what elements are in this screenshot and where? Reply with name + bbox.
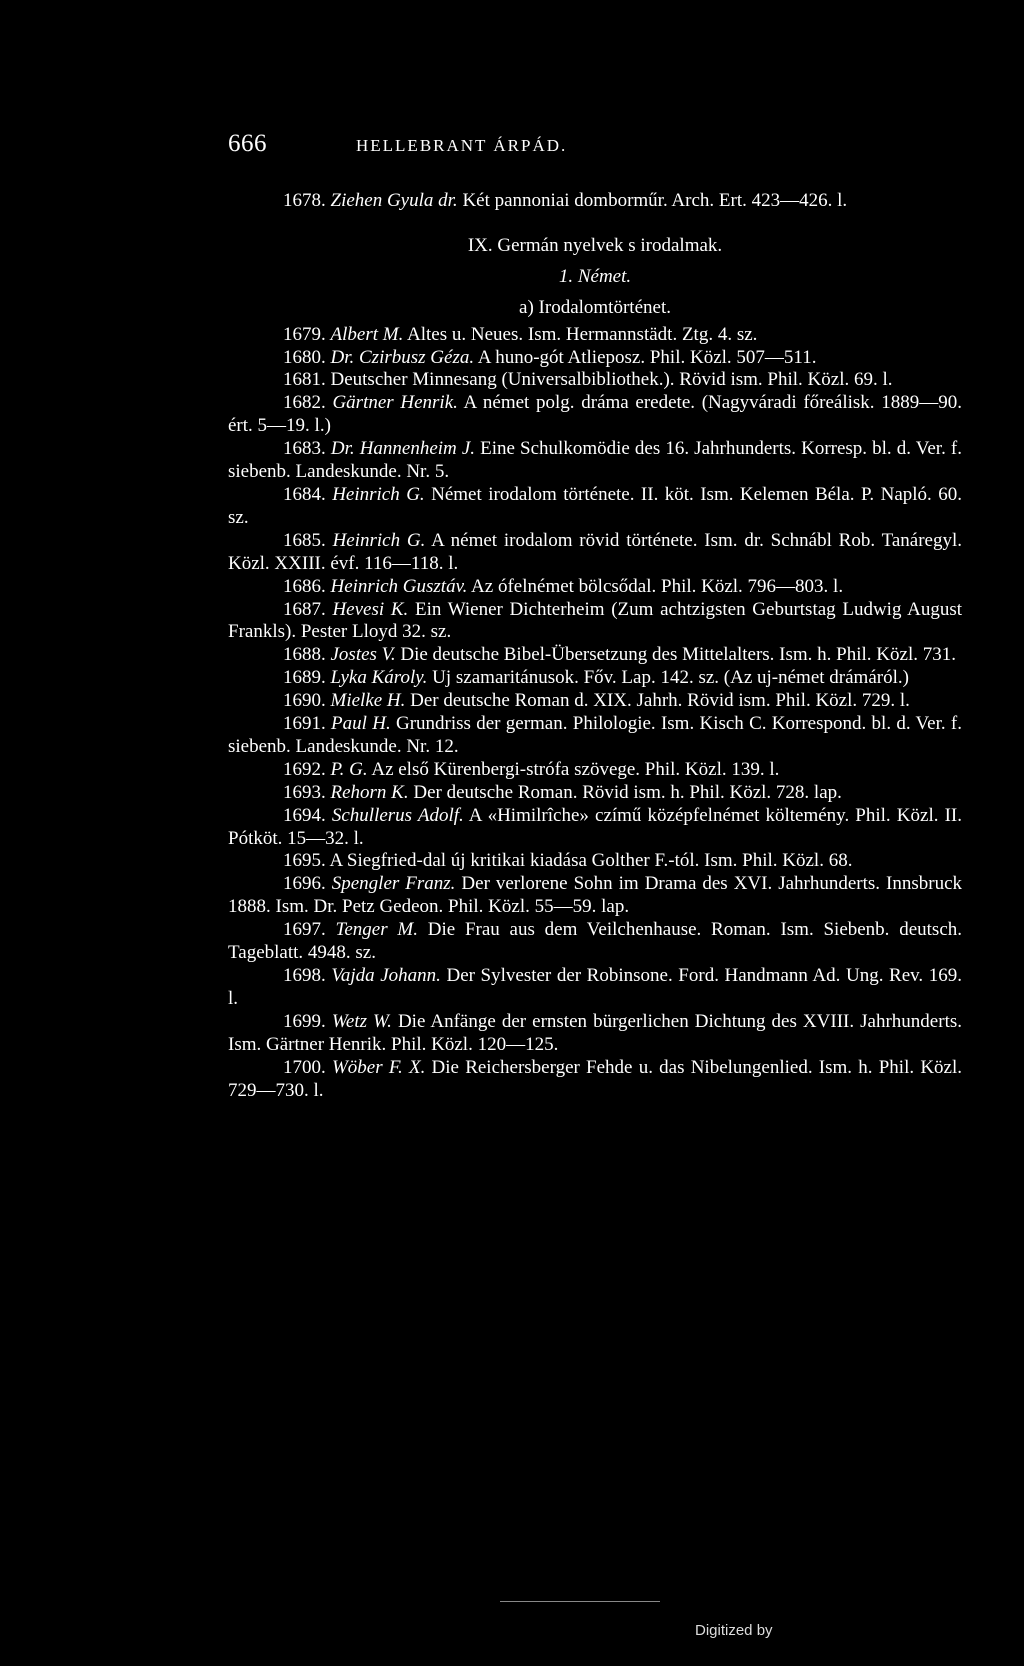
bibliography-entry <box>228 873 962 919</box>
entry-number: 1688. <box>283 644 326 666</box>
entry-text: Grundriss der german. Philologie. Ism. Kisch C. Korrespond. bl. d. Ver. f. siebenb. Landeskunde. Nr. 12. <box>228 713 963 757</box>
entry-list <box>228 324 962 1103</box>
entry-text: A Siegfried-dal új kritikai kiadása Golther F.-tól. Ism. Phil. Közl. 68. <box>329 850 853 872</box>
entry-text: Az ófelnémet bölcsődal. Phil. Közl. 796—803. l. <box>467 575 844 597</box>
entry-text: Német irodalom története. II. köt. Ism. Kelemen Béla. P. Napló. 60. sz. <box>228 483 963 528</box>
entry-author: Ziehen Gyula dr. <box>330 190 458 211</box>
entry-text: Die Anfänge der ernsten bürgerlichen Dichtung des XVIII. Jahrhunderts. Ism. Gärtner Henrik. Phil. Közl. 120—125. <box>228 1010 962 1055</box>
bibliography-entry <box>228 759 962 782</box>
entry-author: Dr. Hannenheim J. <box>330 438 476 460</box>
bibliography-entry <box>228 782 962 805</box>
entry-author: Gärtner Henrik. <box>332 392 458 414</box>
entry-author: P. G. <box>330 758 368 780</box>
entry-number: 1700. <box>283 1056 326 1078</box>
bibliography-entry <box>228 805 962 851</box>
entry-author: Vajda Johann. <box>331 965 441 986</box>
entry-text: Altes u. Neues. Ism. Hermannstädt. Ztg. 4. sz. <box>403 323 758 345</box>
bibliography-text <box>228 190 962 1102</box>
footer-rule <box>500 1601 660 1602</box>
entry-number: 1693. <box>283 781 326 803</box>
entry-text: A német irodalom rövid története. Ism. dr. Schnábl Rob. Tanáregyl. Közl. XXIII. évf. 116—118. l. <box>228 529 963 574</box>
entry-text: Der deutsche Roman. Rövid ism. h. Phil. Közl. 728. lap. <box>408 781 842 803</box>
bibliography-entry <box>228 190 962 213</box>
entry-text: Ein Wiener Dichterheim (Zum achtzigsten Geburtstag Ludwig August Frankls). Pester Lloyd 32. sz. <box>228 598 962 643</box>
entry-text: Der deutsche Roman d. XIX. Jahrh. Rövid ism. Phil. Közl. 729. l. <box>405 690 910 712</box>
bibliography-entry <box>228 530 962 576</box>
entry-author: Wetz W. <box>331 1010 392 1032</box>
bibliography-entry <box>228 644 962 667</box>
entry-text: Der Sylvester der Robinsone. Ford. Handmann Ad. Ung. Rev. 169. l. <box>228 965 962 1009</box>
entry-number: 1684. <box>283 483 326 505</box>
bibliography-entry <box>228 1011 962 1057</box>
bibliography-entry <box>228 667 962 690</box>
section-subtitle <box>228 266 962 289</box>
entry-number: 1683. <box>283 438 326 460</box>
entry-number: 1681. <box>283 369 326 391</box>
entry-text: Uj szamaritánusok. Főv. Lap. 142. sz. (Az uj-német drámáról.) <box>427 667 909 689</box>
bibliography-entry <box>228 1057 962 1103</box>
bibliography-entry <box>228 850 962 873</box>
entry-author: Hevesi K. <box>332 598 409 620</box>
entry-number: 1695. <box>283 850 326 872</box>
bibliography-entry <box>228 438 962 484</box>
entry-number: 1687. <box>283 598 326 620</box>
entry-author: Rehorn K. <box>330 781 409 803</box>
entry-number: 1680. <box>283 346 326 368</box>
entry-author: Heinrich Gusztáv. <box>330 575 468 597</box>
entry-number: 1696. <box>283 873 326 895</box>
entry-text: Deutscher Minnesang (Universalbibliothek.). Rövid ism. Phil. Közl. 69. l. <box>330 369 893 391</box>
page-number: 666 <box>228 130 267 157</box>
page-header <box>228 130 718 170</box>
entry-number: 1682. <box>283 392 326 414</box>
bibliography-entry <box>228 919 962 965</box>
entry-author: Jostes V. <box>330 644 396 666</box>
bibliography-entry <box>228 599 962 645</box>
bibliography-entry <box>228 369 962 392</box>
entry-text: Eine Schulkomödie des 16. Jahrhunderts. Korresp. bl. d. Ver. f. siebenb. Landeskunde. Nr. 5. <box>228 438 963 483</box>
bibliography-entry <box>228 713 962 759</box>
entry-number: 1690. <box>283 690 326 712</box>
entry-author: Paul H. <box>331 713 391 735</box>
entry-author: Mielke H. <box>330 690 406 712</box>
entry-number: 1699. <box>283 1010 326 1032</box>
section-subtitle-text: 1. Német. <box>558 265 632 287</box>
subsection-title: a) Irodalomtörténet. <box>519 296 671 318</box>
entry-author: Albert M. <box>330 323 404 345</box>
entry-number: 1691. <box>283 713 326 735</box>
entry-author: Heinrich G. <box>332 483 425 505</box>
bibliography-entry <box>228 965 962 1011</box>
digitized-by-label: Digitized by <box>695 1622 773 1639</box>
entry-number: 1692. <box>283 758 326 780</box>
entry-text: Az első Kürenbergi-strófa szövege. Phil. Közl. 139. l. <box>367 758 780 780</box>
entry-number: 1698. <box>283 965 326 986</box>
entry-number: 1689. <box>283 667 326 689</box>
entry-number: 1686. <box>283 575 326 597</box>
entry-number: 1694. <box>283 804 326 826</box>
entry-number: 1685. <box>283 529 326 551</box>
entry-text: Die deutsche Bibel-Übersetzung des Mittelalters. Ism. h. Phil. Közl. 731. <box>395 644 956 666</box>
entry-text: Die Reichersberger Fehde u. das Nibelungenlied. Ism. h. Phil. Közl. 729—730. l. <box>228 1056 963 1101</box>
bibliography-entry <box>228 690 962 713</box>
entry-text: Die Frau aus dem Veilchenhause. Roman. Ism. Siebenb. deutsch. Tageblatt. 4948. sz. <box>228 919 962 964</box>
entry-author: Tenger M. <box>335 919 418 941</box>
entry-number: 1679. <box>283 323 326 345</box>
entry-text: A német polg. dráma eredete. (Nagyváradi főreálisk. 1889—90. ért. 5—19. l.) <box>228 392 963 437</box>
bibliography-entry <box>228 576 962 599</box>
entry-author: Dr. Czirbusz Géza. <box>330 346 475 368</box>
entry-author: Schullerus Adolf. <box>331 804 464 826</box>
bibliography-entry <box>228 324 962 347</box>
entry-text: A «Himilrîche» czímű középfelnémet költemény. Phil. Közl. II. Pótköt. 15—32. l. <box>228 804 962 849</box>
bibliography-entry <box>228 484 962 530</box>
entry-author: Heinrich G. <box>332 529 426 551</box>
running-title: HELLEBRANT ÁRPÁD. <box>356 136 568 155</box>
entry-text: Der verlorene Sohn im Drama des XVI. Jahrhunderts. Innsbruck 1888. Ism. Dr. Petz Gedeon. Phil. Közl. 55—59. lap. <box>228 873 963 918</box>
section-title: IX. Germán nyelvek s irodalmak. <box>467 234 723 256</box>
entry-author: Lyka Károly. <box>330 667 428 689</box>
entry-text: A huno-gót Atlieposz. Phil. Közl. 507—511. <box>474 346 817 368</box>
entry-number: 1697. <box>283 919 326 941</box>
entry-number: 1678. <box>283 190 326 211</box>
bibliography-entry <box>228 392 962 438</box>
entry-author: Spengler Franz. <box>331 873 456 895</box>
bibliography-entry <box>228 347 962 370</box>
entry-text: Két pannoniai domborműr. Arch. Ert. 423—426. l. <box>457 190 848 211</box>
entry-author: Wöber F. X. <box>331 1056 426 1078</box>
